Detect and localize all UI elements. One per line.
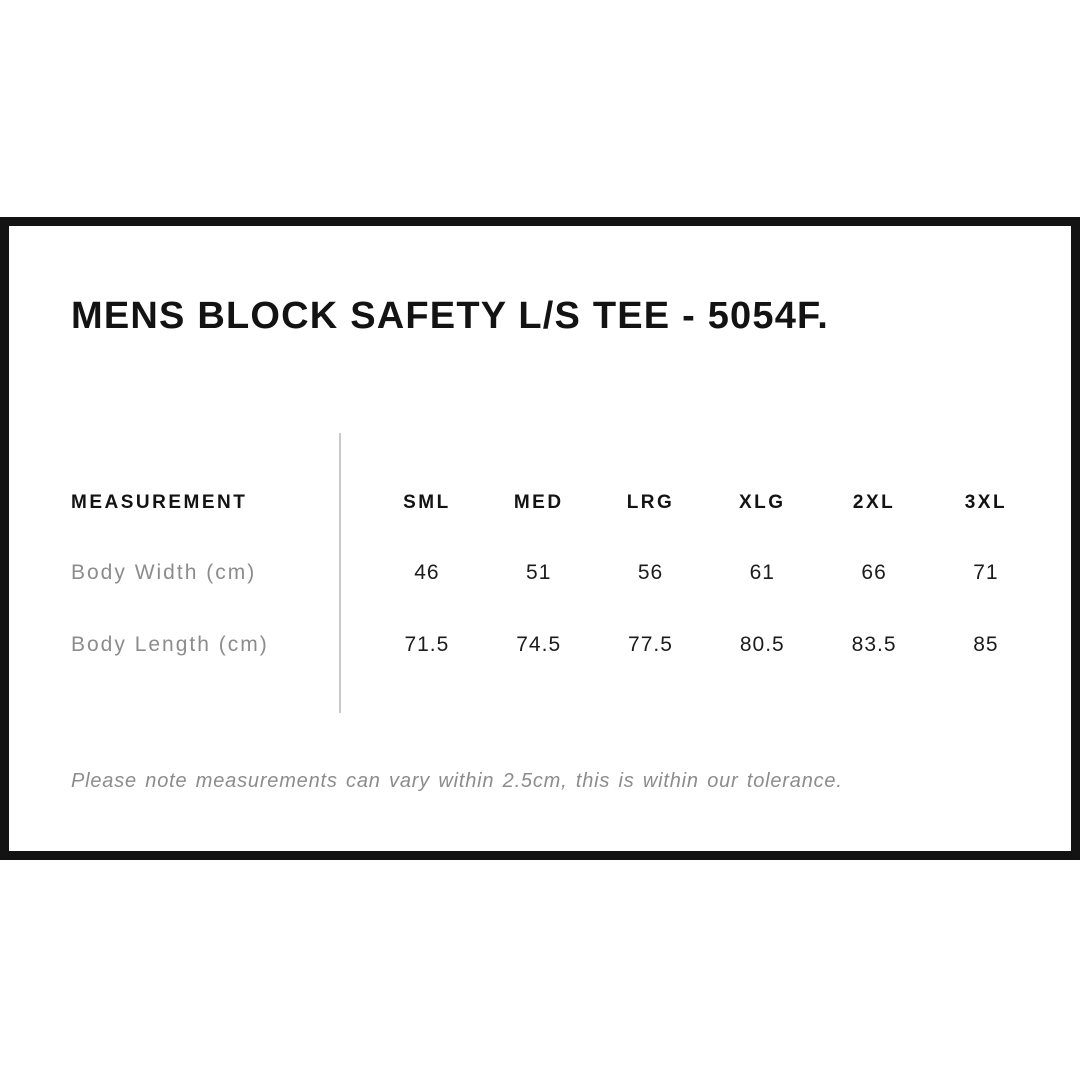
measurement-value: 80.5 <box>739 633 785 656</box>
measurement-rows <box>71 560 1042 658</box>
measurement-value: 46 <box>414 561 440 584</box>
size-column-header: 3XL <box>964 492 1008 513</box>
measurement-value: 66 <box>861 561 887 584</box>
row-label: Body Width (cm) <box>71 561 257 584</box>
size-column-header: 2XL <box>852 492 896 513</box>
measurement-value: 83.5 <box>851 633 897 656</box>
product-title: MENS BLOCK SAFETY L/S TEE - 5054F. <box>71 295 830 337</box>
measurement-value: 71.5 <box>404 633 450 656</box>
tolerance-note: Please note measurements can vary within 2.5cm, this is within our tolerance. <box>71 770 843 792</box>
measurement-value: 71 <box>973 561 999 584</box>
measurement-value: 77.5 <box>628 633 673 656</box>
measurement-value: 74.5 <box>516 633 562 656</box>
size-header-row <box>71 490 1042 516</box>
size-column-header: LRG <box>626 492 675 513</box>
row-label: Body Length (cm) <box>71 633 269 656</box>
size-column-header: MED <box>513 492 564 513</box>
table-row <box>71 560 1042 586</box>
measurement-value: 51 <box>526 561 552 584</box>
measurement-value: 85 <box>973 633 999 656</box>
measurement-column-header: MEASUREMENT <box>71 492 248 513</box>
measurement-value: 61 <box>749 561 775 584</box>
size-column-header: XLG <box>739 492 786 513</box>
table-row <box>71 632 1042 658</box>
measurement-value: 56 <box>637 561 664 584</box>
size-column-header: SML <box>403 492 451 513</box>
